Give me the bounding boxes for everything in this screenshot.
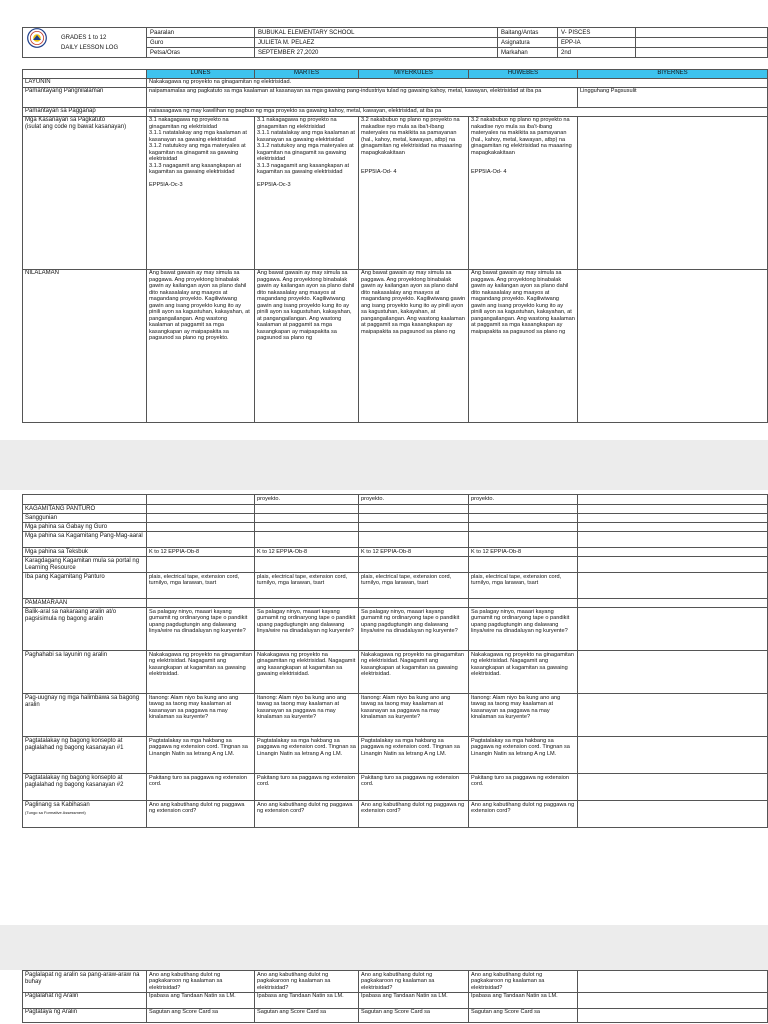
table-cell	[578, 523, 768, 532]
row-label	[23, 608, 147, 651]
table-cell: Sa palagay ninyo, maaari kayang gumamit ng ordinaryong tape o pandikit upang pagdugtungin ang dalawang linya/wire na dinadaluyan ng kuryente?	[255, 608, 359, 651]
table-cell: Pakitang turo sa paggawa ng extension cord.	[469, 774, 578, 801]
table-cell	[578, 532, 768, 548]
table-cell: Ano ang kabutihang dulot ng pagkakaroon ng kaalaman sa elektrisidad?	[255, 971, 359, 993]
table-row	[23, 599, 768, 608]
table-cell: K to 12 EPPIA-Ob-8	[147, 548, 255, 557]
pangnilalaman-text: naipamamalas ang pagkatuto sa mga kaalaman at kasanayan sa mga gawaing pang-industriya tulad ng gawaing kahoy, metal, kawayan, elektrisidad at iba pa	[147, 87, 578, 107]
row-pagganap	[23, 107, 768, 116]
row-label	[23, 774, 147, 801]
table-cell: plais, electrical tape, extension cord, turnilyo, mga larawan, tsart	[147, 573, 255, 599]
table-row	[23, 1008, 768, 1022]
table-cell	[578, 573, 768, 599]
table-cell	[578, 992, 768, 1008]
row-label-text: Balik-aral sa nakaraang aralin at/o pagsisimula ng bagong aralin	[25, 608, 117, 622]
table-row	[23, 694, 768, 737]
table-cell	[578, 694, 768, 737]
row-label-text: Pagtatalakay ng bagong konsepto at paglalahad ng bagong kasanayan #1	[25, 737, 124, 751]
header-table	[22, 27, 768, 58]
day-monday: LUNES	[147, 70, 255, 79]
table-cell	[359, 523, 469, 532]
table-cell: K to 12 EPPIA-Ob-8	[255, 548, 359, 557]
row-label	[23, 523, 147, 532]
row-label-text: PAMAMARAAN	[25, 599, 68, 606]
row-kasanayan	[23, 116, 768, 269]
table-cell: Sagutan ang Score Card sa	[255, 1008, 359, 1022]
header-label: Paaralan	[147, 28, 255, 38]
table-cell: Ipabasa ang Tandaan Natin sa LM.	[469, 992, 578, 1008]
header-grades: GRADES 1 to 12	[61, 34, 107, 41]
table-cell	[469, 505, 578, 514]
table-cell: K to 12 EPPIA-Ob-8	[359, 548, 469, 557]
row-label: NILALAMAN	[23, 269, 147, 422]
continued-cell: proyekto.	[255, 495, 359, 505]
row-label	[23, 548, 147, 557]
table-row	[23, 651, 768, 694]
table-cell	[255, 532, 359, 548]
table-cell	[578, 1008, 768, 1022]
table-row	[23, 548, 768, 557]
table-cell	[469, 523, 578, 532]
table-cell: Sa palagay ninyo, maaari kayang gumamit ng ordinaryong tape o pandikit upang pagdugtungin ang dalawang linya/wire na dinadaluyan ng kuryente?	[359, 608, 469, 651]
row-label: LAYUNIN	[23, 78, 147, 87]
row-nilalaman	[23, 269, 768, 422]
table-cell: Ano ang kabutihang dulot ng paggawa ng extension cord?	[469, 801, 578, 828]
table-cell	[359, 599, 469, 608]
table-cell: Sa palagay ninyo, maaari kayang gumamit ng ordinaryong tape o pandikit upang pagdugtungin ang dalawang linya/wire na dinadaluyan ng kuryente?	[469, 608, 578, 651]
day-wednesday: MIYERKULES	[359, 70, 469, 79]
table-cell: plais, electrical tape, extension cord, turnilyo, mga larawan, tsart	[469, 573, 578, 599]
table-cell: Sa palagay ninyo, maaari kayang gumamit ng ordinaryong tape o pandikit upang pagdugtungin ang dalawang linya/wire na dinadaluyan ng kuryente?	[147, 608, 255, 651]
header-label: Guro	[147, 38, 255, 48]
row-label-text: KAGAMITANG PANTURO	[25, 505, 96, 512]
lesson-table-page3	[22, 970, 768, 1023]
table-cell: Nakakagawa ng proyekto na ginagamitan ng elektrisidad. Nagagamit ang kasangkapan at kagamitan sa gawaing elektrisidad.	[469, 651, 578, 694]
table-cell	[578, 599, 768, 608]
row-label-text: Iba pang Kagamitang Panturo	[25, 573, 105, 580]
table-cell	[578, 737, 768, 774]
row-label-text: Pag-uugnay ng mga halimbawa sa bagong aralin	[25, 694, 140, 708]
row-label	[23, 1008, 147, 1022]
table-cell: Ipabasa ang Tandaan Natin sa LM.	[147, 992, 255, 1008]
row-label	[23, 694, 147, 737]
row-label-text: Paglalapat ng aralin sa pang-araw-araw na buhay	[25, 971, 140, 985]
nilalaman-wednesday: Ang bawat gawain ay may simula sa paggawa. Ang proyektong binabalak gawin ay kailangan ayon sa plano dahil dito nakasalalay ang maayos at magandang proyekto. Kagiliwiwang gawin ang isang proyekto kung ito ay pinili ayon sa kagustuhan, kakayahan, at pangangailangan. Ang wastong kaalaman at paggamit sa mga kasangkapan ay maipapakita sa pagsunod sa plano ng	[359, 269, 469, 422]
table-cell: Itanong: Alam niyo ba kung ano ang tawag sa taong may kaalaman at kasanayan sa paggawa na may kinalaman sa kuryente?	[469, 694, 578, 737]
day-tuesday: MARTES	[255, 70, 359, 79]
day-thursday: HUWEBES	[469, 70, 578, 79]
header-value: EPP-IA	[558, 38, 636, 48]
table-cell	[578, 505, 768, 514]
table-cell	[147, 532, 255, 548]
header-title-cell	[23, 28, 147, 58]
table-cell	[147, 599, 255, 608]
table-cell	[359, 514, 469, 523]
header-empty	[636, 38, 768, 48]
header-log: DAILY LESSON LOG	[61, 44, 119, 51]
row-label-text: Mga pahina sa Kagamitang Pang-Mag-aaral	[25, 532, 143, 539]
nilalaman-friday	[578, 269, 768, 422]
header-label: Petsa/Oras	[147, 48, 255, 58]
table-cell	[578, 651, 768, 694]
row-layunin	[23, 78, 768, 87]
table-cell: Sagutan ang Score Card sa	[469, 1008, 578, 1022]
row-label-text: Sanggunian	[25, 514, 58, 521]
table-cell: K to 12 EPPIA-Ob-8	[469, 548, 578, 557]
row-label	[23, 573, 147, 599]
table-cell: Pakitang turo sa paggawa ng extension cord.	[359, 774, 469, 801]
kasanayan-tuesday: 3.1 nakagagawa ng proyekto na ginagamitan ng elektrisidad 3.1.1 natatalakay ang mga kaalaman at kasanayan sa gawaing elektrisidad 3.1.2 natutukoy ang mga materyales at kagamitan na ginagamit sa gawaing elektrisidad 3.1.3 nagagamit ang kasangkapan at kagamitan sa gawaing elektrisidad EPP5IA-Oc-3	[255, 116, 359, 269]
table-cell	[578, 608, 768, 651]
header-empty	[636, 28, 768, 38]
table-cell: Ano ang kabutihang dulot ng paggawa ng extension cord?	[147, 801, 255, 828]
table-cell	[255, 599, 359, 608]
header-label: Markahan	[498, 48, 558, 58]
nilalaman-monday: Ang bawat gawain ay may simula sa paggawa. Ang proyektong binabalak gawin ay kailangan ayon sa plano dahil dito nakasalalay ang maayos at magandang proyekto. Kagiliwiwang gawin ang isang proyekto kung ito ay pinili ayon sa kagustuhan, kakayahan, at pangangailangan. Ang wastong kaalaman at paggamit sa mga kasangkapan ay maipapakita sa pagsunod sa plano ng proyekto.	[147, 269, 255, 422]
row-label-text: Paglinang sa Kabihasan	[25, 801, 90, 808]
table-cell: Ano ang kabutihang dulot ng pagkakaroon ng kaalaman sa elektrisidad?	[469, 971, 578, 993]
table-cell	[469, 532, 578, 548]
row-label	[23, 599, 147, 608]
header-label: Baitang/Antas	[498, 28, 558, 38]
table-cell: Sagutan ang Score Card sa	[147, 1008, 255, 1022]
row-label-sub: (Tungo sa Formative Assessment)	[25, 809, 86, 815]
table-cell	[578, 971, 768, 993]
kasanayan-thursday: 3.2 nakabubuo ng plano ng proyekto na nakadise nyo mula sa iba't-ibang materyales na makikita sa pamayanan (hal., kahoy, metal, kawayan, atbp) na ginagamitan ng elektrisidad na maaaring mapagkakakitaan EPP5IA-Od- 4	[469, 116, 578, 269]
header-value: V- PISCES	[558, 28, 636, 38]
row-label-text: Pagtatalakay ng bagong konsepto at paglalahad ng bagong kasanayan #2	[25, 774, 124, 788]
table-cell: Ipabasa ang Tandaan Natin sa LM.	[255, 992, 359, 1008]
row-label	[23, 505, 147, 514]
table-cell: Itanong: Alam niyo ba kung ano ang tawag sa taong may kaalaman at kasanayan sa paggawa na may kinalaman sa kuryente?	[359, 694, 469, 737]
table-cell: Nakakagawa ng proyekto na ginagamitan ng elektrisidad. Nagagamit ang kasangkapan at kagamitan sa gawaing elektrisidad.	[359, 651, 469, 694]
table-cell	[578, 514, 768, 523]
table-row	[23, 557, 768, 573]
row-continued	[23, 495, 768, 505]
row-label	[23, 992, 147, 1008]
continued-cell: proyekto.	[469, 495, 578, 505]
row-pangnilalaman	[23, 87, 768, 107]
row-label: Pamantayan sa Pagganap	[23, 107, 147, 116]
table-cell: Pakitang turo sa paggawa ng extension cord.	[147, 774, 255, 801]
row-label	[23, 801, 147, 828]
continued-cell: proyekto.	[359, 495, 469, 505]
row-label-text: Mga pahina sa Gabay ng Guro	[25, 523, 108, 530]
table-cell	[469, 557, 578, 573]
page-gap	[0, 440, 768, 490]
table-cell	[469, 514, 578, 523]
row-label-text: Karagdagang Kagamitan mula sa portal ng Learning Resource	[25, 557, 140, 571]
layunin-text: Nakakagawa ng proyekto na ginagamitan ng elektrisidad.	[147, 78, 768, 87]
continued-cell	[578, 495, 768, 505]
table-cell	[578, 801, 768, 828]
header-value: JULIETA M. PELAEZ	[255, 38, 498, 48]
table-cell: Itanong: Alam niyo ba kung ano ang tawag sa taong may kaalaman at kasanayan sa paggawa na may kinalaman sa kuryente?	[147, 694, 255, 737]
row-label: Mga Kasanayan sa Pagkatuto (isulat ang code ng bawat kasanayan)	[23, 116, 147, 269]
row-label: Pamantayang Pangnilalaman	[23, 87, 147, 107]
row-label	[23, 495, 147, 505]
table-row	[23, 532, 768, 548]
table-row	[23, 774, 768, 801]
table-cell: Ano ang kabutihang dulot ng pagkakaroon ng kaalaman sa elektrisidad?	[147, 971, 255, 993]
row-label-text: Mga pahina sa Teksbuk	[25, 548, 88, 555]
days-corner	[23, 70, 147, 79]
table-cell: Pagtatalakay sa mga hakbang sa paggawa ng extension cord. Tingnan sa Linangin Natin sa letrang A ng LM.	[469, 737, 578, 774]
table-cell	[255, 523, 359, 532]
row-label-text: Paglalahat ng Aralin	[25, 993, 79, 999]
row-label-text: Paghahabi sa layunin ng aralin	[25, 651, 108, 658]
table-cell: Nakakagawa ng proyekto na ginagamitan ng elektrisidad. Nagagamit ang kasangkapan at kagamitan sa gawaing elektrisidad.	[147, 651, 255, 694]
table-cell: Ano ang kabutihang dulot ng paggawa ng extension cord?	[255, 801, 359, 828]
table-cell: Pagtatalakay sa mga hakbang sa paggawa ng extension cord. Tingnan sa Linangin Natin sa letrang A ng LM.	[359, 737, 469, 774]
table-cell	[359, 505, 469, 514]
table-cell	[147, 505, 255, 514]
table-cell	[147, 514, 255, 523]
table-row	[23, 608, 768, 651]
table-cell: plais, electrical tape, extension cord, turnilyo, mga larawan, tsart	[255, 573, 359, 599]
table-row	[23, 737, 768, 774]
day-friday: BIYERNES	[578, 70, 768, 79]
nilalaman-thursday: Ang bawat gawain ay may simula sa paggawa. Ang proyektong binabalak gawin ay kailangan ayon sa plano dahil dito nakasalalay ang maayos at magandang proyekto. Kagiliwiwang gawin ang isang proyekto kung ito ay pinili ayon sa kagustuhan, kakayahan, at pangangailangan. Ang wastong kaalaman at paggamit sa mga kasangkapan ay maipapakita sa pagsunod sa plano ng	[469, 269, 578, 422]
table-row	[23, 523, 768, 532]
lesson-table-page1	[22, 69, 768, 423]
row-label	[23, 557, 147, 573]
table-cell: Sagutan ang Score Card sa	[359, 1008, 469, 1022]
table-cell: Ipabasa ang Tandaan Natin sa LM.	[359, 992, 469, 1008]
table-cell	[578, 548, 768, 557]
row-label	[23, 651, 147, 694]
header-label: Asignatura	[498, 38, 558, 48]
table-cell: Itanong: Alam niyo ba kung ano ang tawag sa taong may kaalaman at kasanayan sa paggawa na may kinalaman sa kuryente?	[255, 694, 359, 737]
table-row	[23, 971, 768, 993]
table-cell	[147, 523, 255, 532]
table-row	[23, 573, 768, 599]
table-cell	[578, 557, 768, 573]
kasanayan-friday	[578, 116, 768, 269]
row-label	[23, 532, 147, 548]
table-cell: Pagtatalakay sa mga hakbang sa paggawa ng extension cord. Tingnan sa Linangin Natin sa letrang A ng LM.	[147, 737, 255, 774]
header-value: SEPTEMBER 27,2020	[255, 48, 498, 58]
row-label	[23, 737, 147, 774]
table-row	[23, 801, 768, 828]
table-cell: Pakitang turo sa paggawa ng extension cord.	[255, 774, 359, 801]
kasanayan-wednesday: 3.2 nakabubuo ng plano ng proyekto na makadise nyo mula sa iba't-ibang materyales na makikita sa pamayanan (hal., kahoy, metal, kawayan, atbp) na ginagamitan ng elektrisidad na maaaring mapagkakakitaan EPP5IA-Od- 4	[359, 116, 469, 269]
header-value: 2nd	[558, 48, 636, 58]
pagganap-text: naisasagawa ng may kawilihan ng pagbuo ng mga proyekto sa gawaing kahoy, metal, kawayan, elektrisidad, at iba pa	[147, 107, 768, 116]
table-cell: Pagtatalakay sa mga hakbang sa paggawa ng extension cord. Tingnan sa Linangin Natin sa letrang A ng LM.	[255, 737, 359, 774]
header-value: BUBUKAL ELEMENTARY SCHOOL	[255, 28, 498, 38]
table-cell	[578, 774, 768, 801]
table-cell	[255, 505, 359, 514]
table-cell	[359, 532, 469, 548]
table-row	[23, 514, 768, 523]
table-cell: plais, electrical tape, extension cord, turnilyo, mga larawan, tsart	[359, 573, 469, 599]
header-empty	[636, 48, 768, 58]
table-row	[23, 505, 768, 514]
table-cell: Nakakagawa ng proyekto na ginagamitan ng elektrisidad. Nagagamit ang kasangkapan at kagamitan sa gawaing elektrisidad.	[255, 651, 359, 694]
row-label	[23, 971, 147, 993]
days-header-row	[23, 70, 768, 79]
page-gap	[0, 925, 768, 970]
table-cell	[359, 557, 469, 573]
table-cell	[255, 514, 359, 523]
continued-cell	[147, 495, 255, 505]
table-cell	[255, 557, 359, 573]
table-cell: Ano ang kabutihang dulot ng pagkakaroon ng kaalaman sa elektrisidad?	[359, 971, 469, 993]
kasanayan-monday: 3.1 nakagagawa ng proyekto na ginagamitan ng elektrisidad 3.1.1 natatalakay ang mga kaalaman at kasanayan sa gawaing elektrisidad 3.1.2 natutukoy ang mga materyales at kagamitan na ginagamit sa gawaing elektrisidad 3.1.3 nagagamit ang kasangkapan at kagamitan sa gawaing elektrisidad EPP5IA-Oc-3	[147, 116, 255, 269]
table-cell: Ano ang kabutihang dulot ng paggawa ng extension cord?	[359, 801, 469, 828]
row-label	[23, 514, 147, 523]
table-row	[23, 992, 768, 1008]
row-label-text: Pagtataya ng Aralin	[25, 1009, 78, 1015]
nilalaman-tuesday: Ang bawat gawain ay may simula sa paggawa. Ang proyektong binabalak gawin ay kailangan ayon sa plano dahil dito nakasalalay ang maayos at magandang proyekto. Kagiliwiwang gawin ang isang proyekto kung ito ay pinili ayon sa kagustuhan, kakayahan, at pangangailangan. Ang wastong kaalaman at paggamit sa mga kasangkapan ay maipapakita sa pagsunod sa plano ng	[255, 269, 359, 422]
table-cell	[469, 599, 578, 608]
lesson-table-page2	[22, 494, 768, 828]
biyernes-note: Lingguhang Pagsusulit	[578, 87, 768, 107]
table-cell	[147, 557, 255, 573]
